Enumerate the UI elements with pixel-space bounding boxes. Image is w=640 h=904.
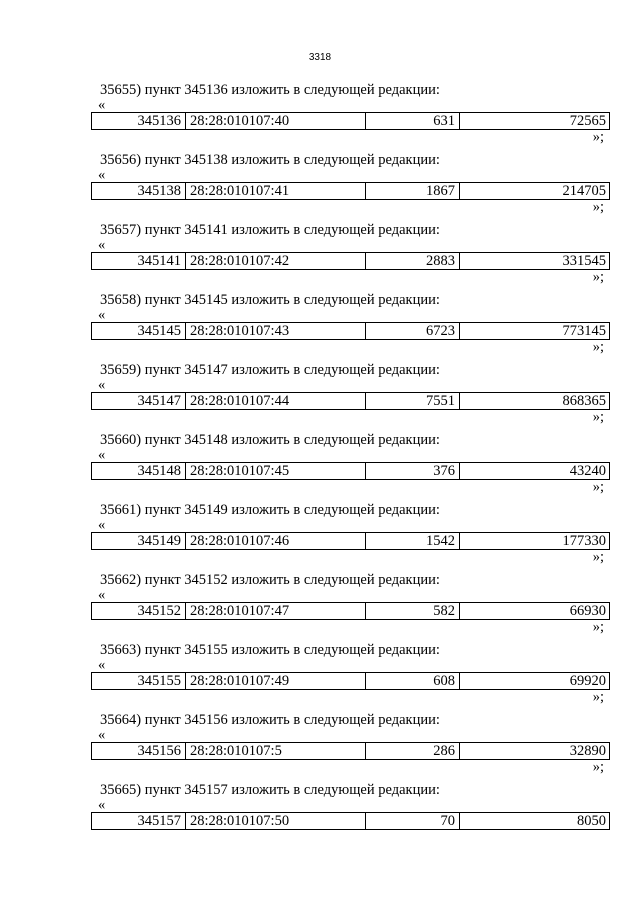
amendment-block [91,642,610,705]
amendment-block [91,572,610,635]
cell-area: 631 [366,113,460,129]
close-quote: »; [592,409,604,425]
cell-value: 177330 [562,533,606,549]
amendment-block [91,362,610,425]
cell-cadastral-number: 28:28:010107:44 [186,393,366,409]
cell-value: 72565 [569,113,606,129]
open-quote: « [98,587,106,603]
amendment-block [91,222,610,285]
cell-cadastral-number: 28:28:010107:40 [186,113,366,129]
amendment-block [91,502,610,565]
cell-item-number: 345149 [92,533,186,549]
close-quote: »; [592,269,604,285]
cell-area: 6723 [366,323,460,339]
cell-cadastral-number: 28:28:010107:46 [186,533,366,549]
close-quote: »; [592,759,604,775]
amendment-heading: 35664) пункт 345156 изложить в следующей редакции: [100,712,440,728]
cell-cadastral-number: 28:28:010107:50 [186,813,366,829]
table-row [91,322,610,340]
table-row [91,742,610,760]
close-quote: »; [592,479,604,495]
table-row [91,602,610,620]
cell-value: 32890 [569,743,606,759]
table-row [91,392,610,410]
cell-value: 69920 [569,673,606,689]
cell-cadastral-number: 28:28:010107:42 [186,253,366,269]
amendment-heading: 35665) пункт 345157 изложить в следующей редакции: [100,782,440,798]
open-quote: « [98,657,106,673]
amendment-block [91,152,610,215]
cell-area: 1867 [366,183,460,199]
open-quote: « [98,447,106,463]
amendment-heading: 35658) пункт 345145 изложить в следующей редакции: [100,292,440,308]
page-number: 3318 [308,52,332,63]
close-quote: »; [592,199,604,215]
table-row [91,182,610,200]
open-quote: « [98,797,106,813]
open-quote: « [98,377,106,393]
amendment-block [91,82,610,145]
table-row [91,252,610,270]
cell-area: 582 [366,603,460,619]
cell-cadastral-number: 28:28:010107:5 [186,743,366,759]
cell-cadastral-number: 28:28:010107:47 [186,603,366,619]
amendment-heading: 35657) пункт 345141 изложить в следующей редакции: [100,222,440,238]
cell-value: 43240 [569,463,606,479]
amendment-heading: 35663) пункт 345155 изложить в следующей редакции: [100,642,440,658]
cell-item-number: 345145 [92,323,186,339]
close-quote: »; [592,619,604,635]
table-row [91,112,610,130]
table-row [91,672,610,690]
cell-item-number: 345156 [92,743,186,759]
cell-item-number: 345147 [92,393,186,409]
cell-area: 70 [366,813,460,829]
open-quote: « [98,237,106,253]
open-quote: « [98,727,106,743]
amendment-heading: 35662) пункт 345152 изложить в следующей редакции: [100,572,440,588]
amendment-block [91,782,610,830]
cell-value: 214705 [562,183,606,199]
cell-cadastral-number: 28:28:010107:49 [186,673,366,689]
cell-value: 773145 [562,323,606,339]
cell-cadastral-number: 28:28:010107:45 [186,463,366,479]
open-quote: « [98,517,106,533]
cell-cadastral-number: 28:28:010107:41 [186,183,366,199]
amendment-heading: 35659) пункт 345147 изложить в следующей редакции: [100,362,440,378]
cell-cadastral-number: 28:28:010107:43 [186,323,366,339]
cell-value: 331545 [562,253,606,269]
cell-area: 286 [366,743,460,759]
cell-item-number: 345141 [92,253,186,269]
amendment-block [91,712,610,775]
cell-area: 608 [366,673,460,689]
amendment-block [91,432,610,495]
table-row [91,532,610,550]
cell-value: 8050 [577,813,606,829]
cell-value: 66930 [569,603,606,619]
table-row [91,812,610,830]
close-quote: »; [592,689,604,705]
amendment-heading: 35660) пункт 345148 изложить в следующей редакции: [100,432,440,448]
table-row [91,462,610,480]
cell-value: 868365 [562,393,606,409]
open-quote: « [98,307,106,323]
close-quote: »; [592,339,604,355]
cell-item-number: 345152 [92,603,186,619]
cell-area: 7551 [366,393,460,409]
close-quote: »; [592,129,604,145]
cell-item-number: 345157 [92,813,186,829]
cell-item-number: 345138 [92,183,186,199]
close-quote: »; [592,549,604,565]
amendment-heading: 35656) пункт 345138 изложить в следующей редакции: [100,152,440,168]
cell-item-number: 345155 [92,673,186,689]
cell-item-number: 345148 [92,463,186,479]
amendment-heading: 35655) пункт 345136 изложить в следующей редакции: [100,82,440,98]
open-quote: « [98,167,106,183]
cell-area: 376 [366,463,460,479]
amendment-block [91,292,610,355]
amendment-heading: 35661) пункт 345149 изложить в следующей редакции: [100,502,440,518]
cell-item-number: 345136 [92,113,186,129]
open-quote: « [98,97,106,113]
cell-area: 1542 [366,533,460,549]
cell-area: 2883 [366,253,460,269]
